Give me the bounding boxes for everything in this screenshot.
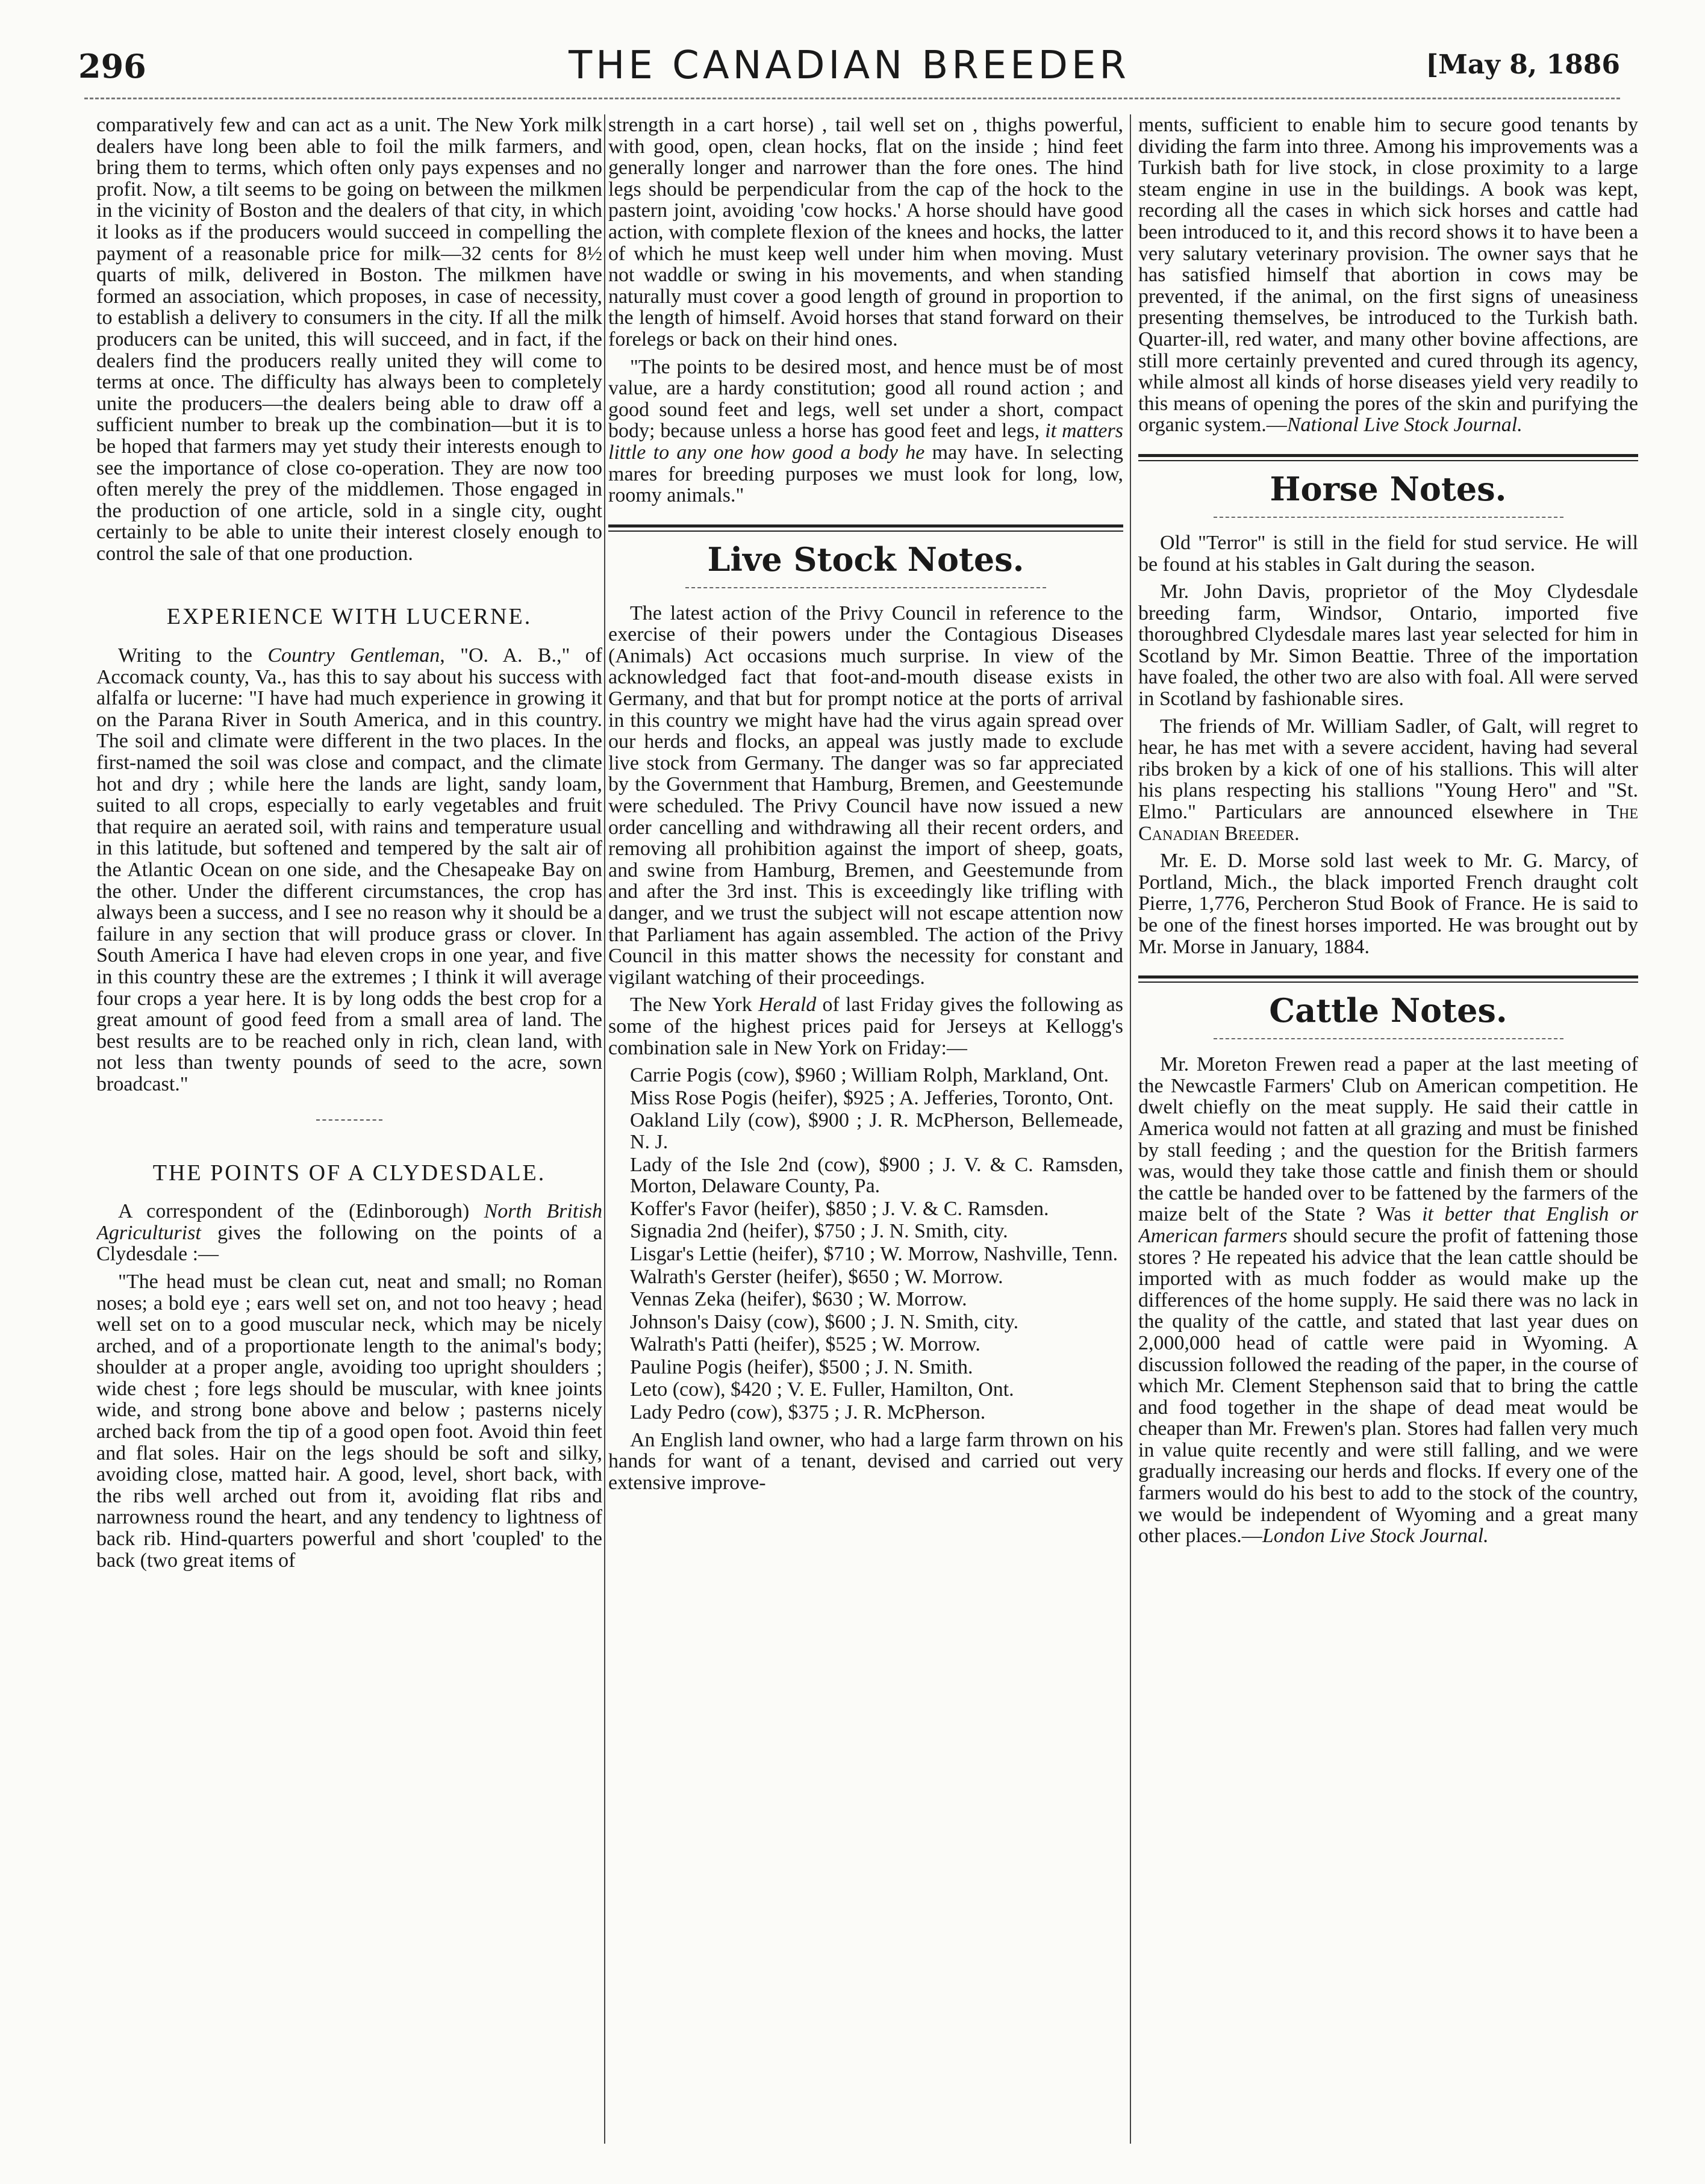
heading-underline <box>1214 517 1563 518</box>
morse-paragraph: Mr. E. D. Morse sold last week to Mr. G. Marcy, of Portland, Mich., the black imported French draught colt Pierre, 1,776, Percheron Stud Book of France. He is said to be one of the finest horses imported. He was brought out by Mr. Morse in January, 1884. <box>1138 850 1638 958</box>
list-item: Vennas Zeka (heifer), $630 ; W. Morrow. <box>630 1288 967 1311</box>
terror-paragraph: Old "Terror" is still in the field for stud service. He will be found at his stables in Galt during the season. <box>1138 531 1638 576</box>
sadler-paragraph: The friends of Mr. William Sadler, of Galt, will regret to hear, he has met with a severe accident, having had several ribs broken by a kick of one of his stallions. This will alter his plans respecting his stallions "Young Hero" and "St. Elmo." Particulars are announced elsewhere in The Canadian Breeder. <box>1138 715 1638 845</box>
clydesdale-intro: A correspondent of the (Edinborough) North British Agriculturist gives the following on the points of a Clydesdale :— <box>96 1200 602 1266</box>
section-break <box>316 1119 382 1121</box>
header-rule <box>84 98 1620 99</box>
section-rule <box>1138 454 1638 461</box>
section-rule <box>608 524 1123 532</box>
column-3 <box>1138 114 1638 2144</box>
list-item: Carrie Pogis (cow), $960 ; William Rolph, Markland, Ont. <box>630 1064 1109 1087</box>
column-divider <box>604 114 605 2144</box>
list-item: Koffer's Favor (heifer), $850 ; J. V. & C. Ramsden. <box>630 1197 1049 1220</box>
list-item: Walrath's Patti (heifer), $525 ; W. Morrow. <box>630 1333 980 1356</box>
list-item: Leto (cow), $420 ; V. E. Fuller, Hamilton, Ont. <box>630 1378 1014 1401</box>
list-item: Signadia 2nd (heifer), $750 ; J. N. Smith, city. <box>630 1220 1008 1243</box>
davis-paragraph: Mr. John Davis, proprietor of the Moy Clydesdale breeding farm, Windsor, Ontario, imported five thoroughbred Clydesdale mares last year selected for him in Scotland by Mr. Simon Beattie. Three of the importation have foaled, the other two are also with foal. All were served in Scotland by fashionable sires. <box>1138 580 1638 711</box>
landowner-paragraph: An English land owner, who had a large farm thrown on his hands for want of a tenant, devised and carried out very extensive improve- <box>608 1428 1123 1494</box>
source-london-live-stock-journal: London Live Stock Journal. <box>1262 1525 1489 1548</box>
frewen-paragraph: Mr. Moreton Frewen read a paper at the last meeting of the Newcastle Farmers' Club on American competition. He dwelt chiefly on the meat supply. He said their cattle in America would not fatten at all grazing and must be finished by stall feeding ; and the question for the British farmers was, would they take those cattle and finish them or should the cattle be handed over to be fattened by the farmers of the maize belt of the State ? Was it better that English or American farmers should secure the profit of fattening those stores ? He repeated his advice that the lean cattle should be imported with as much fodder as would make up the differences of the home supply. He said there was no lack in the quality of the cattle, and stated that last year dues on 2,000,000 head of cattle were paid in Wyoming. A discussion followed the reading of the paper, in the course of which Mr. Clement Stephenson said that to bring the cattle and food together in the shape of dead meat would be cheaper than Mr. Frewen's plan. Stores had fallen very much in value quite recently and were still falling, and we were gradually increasing our herds and flocks. If every one of the farmers would do his best to add to the stock of the country, we would be independent of Wyoming and a great many other places.—London Live Stock Journal. <box>1138 1053 1638 1548</box>
heading-underline <box>1214 1038 1563 1039</box>
list-item: Johnson's Daisy (cow), $600 ; J. N. Smith, city. <box>630 1310 1019 1333</box>
clydesdale-quote: "The head must be clean cut, neat and small; no Roman noses; a bold eye ; ears well set on, and not too heavy ; head well set on to a good muscular neck, which may be nicely arched, and of a proportionate length to the animal's body; shoulder at a proper angle, avoiding too upright shoulders ; wide chest ; fore legs should be muscular, with knee joints wide, and strong bone above and below ; pasterns nicely arched back from the tip of a good open foot. Avoid thin feet and flat soles. Hair on the legs should be soft and silky, avoiding close, matted hair. A good, level, short back, with the ribs well arched out from it, avoiding flat ribs and narrowness round the heart, and any tendency to lightness of back rib. Hind-quarters powerful and short 'coupled' to the back (two great items of <box>96 1270 602 1572</box>
clydesdale-heading: THE POINTS OF A CLYDESDALE. <box>152 1160 546 1186</box>
list-item: Oakland Lily (cow), $900 ; J. R. McPherson, Bellemeade, N. J. <box>630 1109 1123 1153</box>
source-north-british-agriculturist: North British Agriculturist <box>96 1200 602 1244</box>
herald-paragraph: The New York Herald of last Friday gives the following as some of the highest prices paid for Jerseys at Kellogg's combination sale in New York on Friday:— <box>608 994 1123 1059</box>
heading-underline <box>685 587 1046 588</box>
source-national-live-stock-journal: National Live Stock Journal. <box>1286 414 1523 437</box>
lucerne-heading: EXPERIENCE WITH LUCERNE. <box>166 604 532 630</box>
horse-notes-heading: Horse Notes. <box>1270 469 1507 508</box>
section-rule <box>1138 975 1638 983</box>
list-item: Lady of the Isle 2nd (cow), $900 ; J. V. & C. Ramsden, Morton, Delaware County, Pa. <box>630 1153 1123 1198</box>
page-number: 296 <box>78 47 146 86</box>
clydesdale-continued: strength in a cart horse) , tail well set on , thighs powerful, with good, open, clean hocks, flat on the inside ; hind feet generally longer and narrower than the fore ones. The hind legs should be perpendicular from the cap of the hock to the pastern joint, avoiding 'cow hocks.' A horse should have good action, with complete flexion of the knees and hocks, the latter of which he must keep well under him when moving. Must not waddle or swing in his movements, and when standing naturally must cover a good length of ground in proportion to the length of himself. Avoid horses that stand forward on their forelegs or back on their hind ones. <box>608 114 1123 350</box>
column-divider <box>1130 114 1131 2144</box>
clydesdale-points-paragraph: "The points to be desired most, and hence must be of most value, are a hardy constitution; good all round action ; and good sound feet and legs, well set under a short, compact body; because unless a horse has good feet and legs, it matters little to any one how good a body he may have. In selecting mares for breeding purposes we must look for long, low, roomy animals." <box>608 355 1123 507</box>
jersey-sales-list <box>608 1065 1123 1423</box>
list-item: Lisgar's Lettie (heifer), $710 ; W. Morrow, Nashville, Tenn. <box>630 1242 1118 1265</box>
publication-title: THE CANADIAN BREEDER <box>569 43 1130 88</box>
column-2 <box>608 114 1123 2144</box>
issue-date: [May 8, 1886 <box>1426 49 1620 80</box>
masthead <box>78 43 1620 98</box>
list-item: Pauline Pogis (heifer), $500 ; J. N. Smith. <box>630 1355 973 1378</box>
list-item: Miss Rose Pogis (heifer), $925 ; A. Jefferies, Toronto, Ont. <box>630 1086 1114 1109</box>
list-item: Lady Pedro (cow), $375 ; J. R. McPherson. <box>630 1401 986 1424</box>
live-stock-notes-heading: Live Stock Notes. <box>707 540 1024 579</box>
source-country-gentleman: Country Gentleman <box>267 644 440 667</box>
privy-council-paragraph: The latest action of the Privy Council in reference to the exercise of their powers under the Contagious Diseases (Animals) Act occasions much surprise. In view of the acknowledged fact that foot-and-mouth disease exists in Germany, and that but for prompt notice at the ports of arrival in this country we might have had the virus again spread over our herds and flocks, an appeal was justly made to exclude live stock from Germany. The danger was so far appreciated by the Government that Hamburg, Bremen, and Geestemunde were scheduled. The Privy Council have now issued a new order cancelling and withdrawing all their recent orders, and removing all prohibition against the import of sheep, goats, and swine from Hamburg, Bremen, and Geestemunde from and after the 3rd inst. This is exceedingly like trifling with danger, and we trust the subject will not escape attention now that Parliament has again assembled. The action of the Privy Council in this matter shows the necessity for constant and vigilant watching of their proceedings. <box>608 602 1123 989</box>
cattle-notes-heading: Cattle Notes. <box>1269 991 1507 1030</box>
turkish-bath-paragraph: ments, sufficient to enable him to secure good tenants by dividing the farm into three. Among his improvements was a Turkish bath for live stock, in close proximity to a large steam engine in use in the buildings. A book was kept, recording all the cases in which sick horses and cattle had been introduced to it, and this record shows it to have been a very salutary veterinary provision. The owner says that he has satisfied himself that abortion in cows may be prevented, if the animal, on the first signs of uneasiness presenting themselves, be introduced to the Turkish bath. Quarter-ill, red water, and many other bovine affections, are still more certainly prevented and cured through its agency, while almost all kinds of horse diseases yield very readily to this means of opening the pores of the skin and purifying the organic system.—National Live Stock Journal. <box>1138 114 1638 437</box>
list-item: Walrath's Gerster (heifer), $650 ; W. Morrow. <box>630 1265 1003 1288</box>
lucerne-paragraph: Writing to the Country Gentleman, "O. A. B.," of Accomack county, Va., has this to say about his success with alfalfa or lucerne: "I have had much experience in growing it on the Parana River in South America, and in this country. The soil and climate were different in the two places. In the first-named the soil was close and compact, and the climate hot and dry ; while here the lands are light, sandy loam, suited to all crops, especially to early vegetables and fruit that require an aerated soil, with rains and temperature usual in this latitude, but softened and tempered by the salt air of the Atlantic Ocean on one side, and the Chesapeake Bay on the other. Under the different circumstances, the crop has always been a success, and I see no reason why it should be a failure in any section that will produce grass or clover. In South America I have had eleven crops in one year, and five in this country these are the extremes ; I think it will average four crops a year here. It is by long odds the best crop for a great amount of good feed from a small area of land. The best results are to be reached only in rich, clean land, with not less than twenty pounds of seed to the acre, sown broadcast." <box>96 644 602 1095</box>
source-herald: Herald <box>758 994 817 1016</box>
milk-dealers-paragraph: comparatively few and can act as a unit. The New York milk dealers have long been able to foil the milk farmers, and bring them to terms, which often only pays expenses and no profit. Now, a tilt seems to be going on between the milkmen in the vicinity of Boston and the dealers of that city, in which it looks as if the producers would succeed in compelling the payment of a reasonable price for milk—32 cents for 8½ quarts of milk, delivered in Boston. The milkmen have formed an association, which proposes, in case of necessity, to establish a delivery to consumers in the city. If all the milk producers can be united, this will succeed, and in fact, if the dealers find the producers really united they will come to terms at once. The difficulty has always been to completely unite the producers—the dealers being able to draw off a sufficient number to break up the combination—but it is to be hoped that farmers may yet study their interests enough to see the importance of close co-operation. They are now too often merely the prey of the middlemen. Those engaged in the production of one article, sold in a single city, ought certainly to be able to unite their interest closely enough to control the sale of that one production. <box>96 114 602 565</box>
column-1 <box>96 114 602 2144</box>
